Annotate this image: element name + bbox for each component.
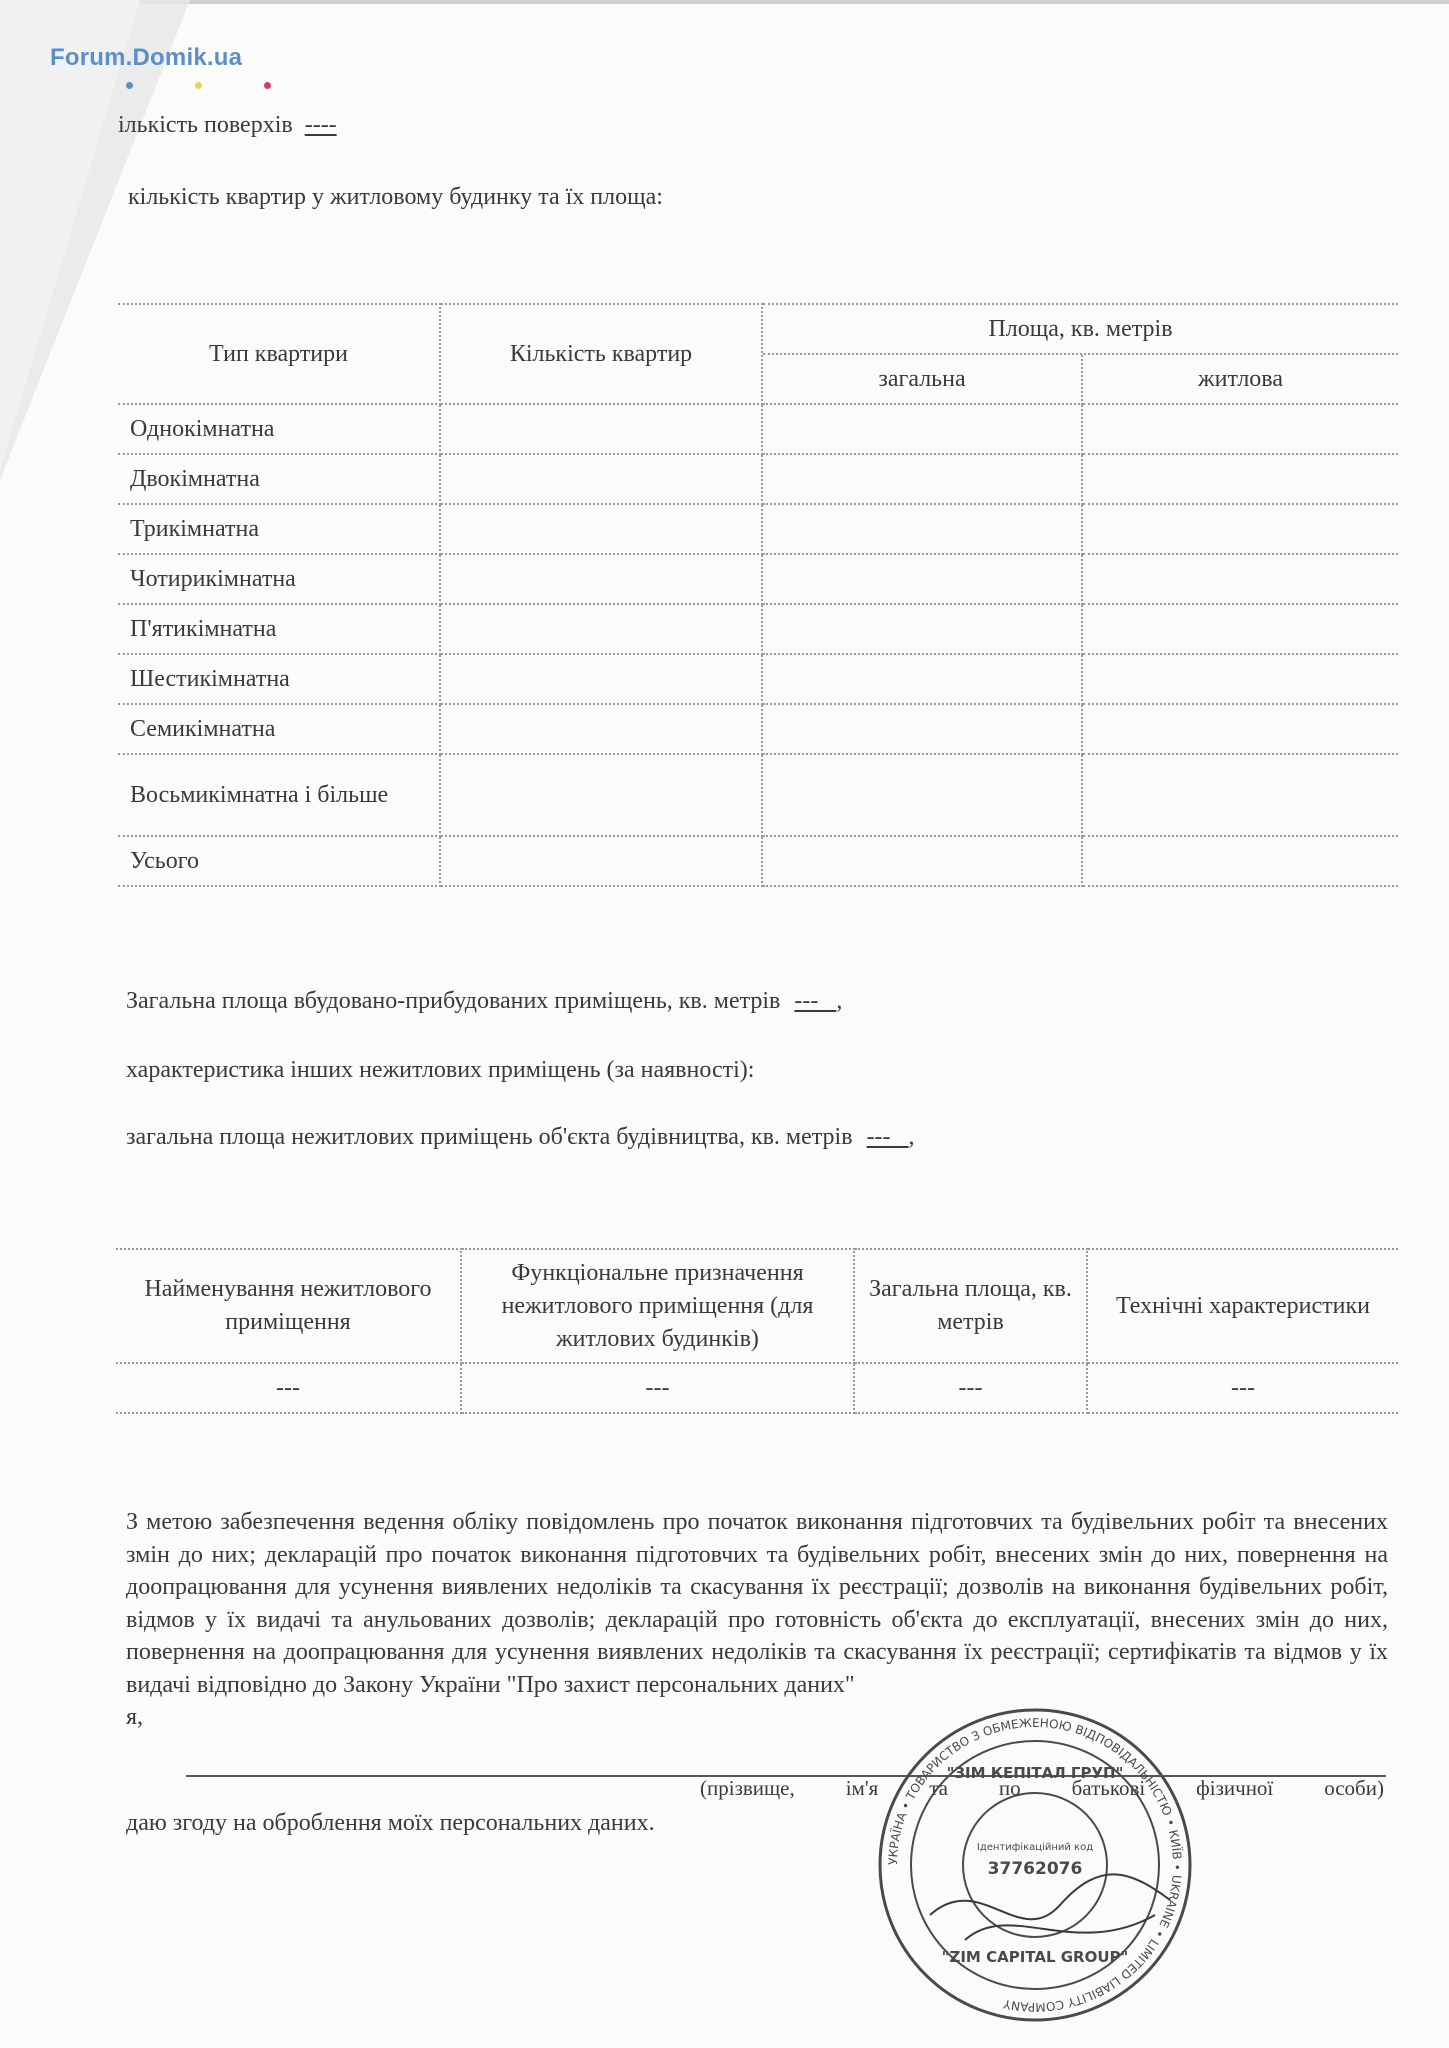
living-cell <box>1083 505 1398 555</box>
premises-name-cell: --- <box>116 1364 462 1414</box>
header-living-area: житлова <box>1083 355 1398 405</box>
nonresidential-area-label: загальна площа нежитлових приміщень об'єкта будівництва, кв. метрів <box>126 1124 853 1150</box>
nonresidential-area-comma: , <box>908 1124 915 1150</box>
seal-name-en: "ZIM CAPITAL GROUP" <box>941 1948 1129 1966</box>
header-count: Кількість квартир <box>441 303 763 405</box>
row-label: Шестикімнатна <box>118 655 441 705</box>
nonresidential-area-line <box>126 1124 915 1151</box>
count-cell <box>441 505 763 555</box>
seal-code: 37762076 <box>987 1859 1083 1879</box>
table-row <box>118 705 1398 755</box>
table-row <box>118 755 1398 837</box>
total-cell <box>763 837 1083 887</box>
living-cell <box>1083 837 1398 887</box>
living-cell <box>1083 405 1398 455</box>
nonresidential-area-value: --- <box>866 1124 891 1150</box>
nonresidential-table <box>116 1248 1398 1414</box>
seal-code-label: Ідентифікаційний код <box>976 1842 1094 1853</box>
hint-word: по <box>998 1776 1021 1800</box>
consent-closing: даю згоду на оброблення моїх персональних даних. <box>126 1810 655 1836</box>
total-cell <box>763 555 1083 605</box>
premises-specs-cell: --- <box>1088 1364 1398 1414</box>
living-cell <box>1083 555 1398 605</box>
page-top-edge <box>0 0 1449 4</box>
living-cell <box>1083 455 1398 505</box>
row-label: Двокімнатна <box>118 455 441 505</box>
row-label: Усього <box>118 837 441 887</box>
total-cell <box>763 705 1083 755</box>
hint-word: (прізвище, <box>700 1776 795 1800</box>
premises-area-cell: --- <box>855 1364 1088 1414</box>
row-label: П'ятикімнатна <box>118 605 441 655</box>
total-cell <box>763 455 1083 505</box>
living-cell <box>1083 655 1398 705</box>
count-cell <box>441 755 763 837</box>
builtin-area-label: Загальна площа вбудовано-прибудованих приміщень, кв. метрів <box>126 988 781 1014</box>
header-premises-name: Найменування нежитлового приміщення <box>116 1248 462 1364</box>
count-cell <box>441 837 763 887</box>
premises-purpose-cell: --- <box>462 1364 855 1414</box>
hint-word: ім'я <box>845 1776 879 1800</box>
count-cell <box>441 705 763 755</box>
total-cell <box>763 405 1083 455</box>
living-cell <box>1083 605 1398 655</box>
header-type: Тип квартири <box>118 303 441 405</box>
header-premises-purpose: Функціональне призначення нежитлового приміщення (для житлових будинків) <box>462 1248 855 1364</box>
total-cell <box>763 605 1083 655</box>
row-label: Трикімнатна <box>118 505 441 555</box>
apartments-table <box>118 303 1398 887</box>
table-row <box>118 405 1398 455</box>
count-cell <box>441 655 763 705</box>
apartments-intro: кількість квартир у житловому будинку та їх площа: <box>128 184 663 210</box>
total-cell <box>763 505 1083 555</box>
hint-word: та <box>929 1776 948 1800</box>
watermark-dots <box>126 76 333 94</box>
table-row <box>118 555 1398 605</box>
count-cell <box>441 555 763 605</box>
header-total-area: загальна <box>763 355 1083 405</box>
hint-word: батькові <box>1071 1776 1146 1800</box>
header-area: Площа, кв. метрів <box>763 303 1398 355</box>
total-cell <box>763 755 1083 837</box>
header-premises-specs: Технічні характеристики <box>1088 1248 1398 1364</box>
consent-text: З метою забезпечення ведення обліку повідомлень про початок виконання підготовчих та будівельних робіт та внесених змін до них; декларацій про початок виконання підготовчих та будівельних робіт, внесених змін до них, повернення на доопрацювання для усунення виявлених недоліків та скасування їх реєстрації; дозволів на виконання будівельних робіт, відмов у їх видачі та анульованих дозволів; декларацій про готовність об'єкта до експлуатації, внесених змін до них, повернення на доопрацювання для усунення виявлених недоліків та скасування їх реєстрації; сертифікатів та відмов у їх видачі відповідно до Закону України "Про захист персональних даних" <box>126 1509 1388 1698</box>
seal-outer-text: УКРАЇНА • ТОВАРИСТВО З ОБМЕЖЕНОЮ ВІДПОВІДАЛЬНІСТЮ • КИЇВ • UKRAINE • LIMITED LIABILITY COMPANY <box>885 1715 1185 2015</box>
hint-word: особи) <box>1324 1776 1384 1800</box>
row-label: Чотирикімнатна <box>118 555 441 605</box>
living-cell <box>1083 705 1398 755</box>
living-cell <box>1083 755 1398 837</box>
builtin-area-line <box>126 988 842 1015</box>
row-label: Семикімнатна <box>118 705 441 755</box>
builtin-area-comma: , <box>836 988 843 1014</box>
consent-i-label: я, <box>126 1704 144 1730</box>
count-cell <box>441 405 763 455</box>
header-premises-area: Загальна площа, кв. метрів <box>855 1248 1088 1364</box>
seal-name-ua: "ЗІМ КЕПІТАЛ ГРУП" <box>946 1764 1124 1782</box>
row-label: Однокімнатна <box>118 405 441 455</box>
table-row <box>118 655 1398 705</box>
nonresidential-characteristics: характеристика інших нежитлових приміщень (за наявності): <box>126 1057 755 1083</box>
company-seal <box>870 1700 1200 2030</box>
table-row-total <box>118 837 1398 887</box>
floors-value: ---- <box>304 112 337 138</box>
floors-line <box>118 112 337 139</box>
table-row <box>118 605 1398 655</box>
site-watermark: Forum.Domik.ua <box>50 44 243 71</box>
row-label: Восьмикімнатна і більше <box>118 755 441 837</box>
count-cell <box>441 605 763 655</box>
table-row <box>118 455 1398 505</box>
count-cell <box>441 455 763 505</box>
hint-word: фізичної <box>1196 1776 1274 1800</box>
table-row <box>116 1364 1398 1414</box>
total-cell <box>763 655 1083 705</box>
builtin-area-value: --- <box>794 988 819 1014</box>
table-row <box>118 505 1398 555</box>
floors-label: ількість поверхів <box>118 112 293 138</box>
